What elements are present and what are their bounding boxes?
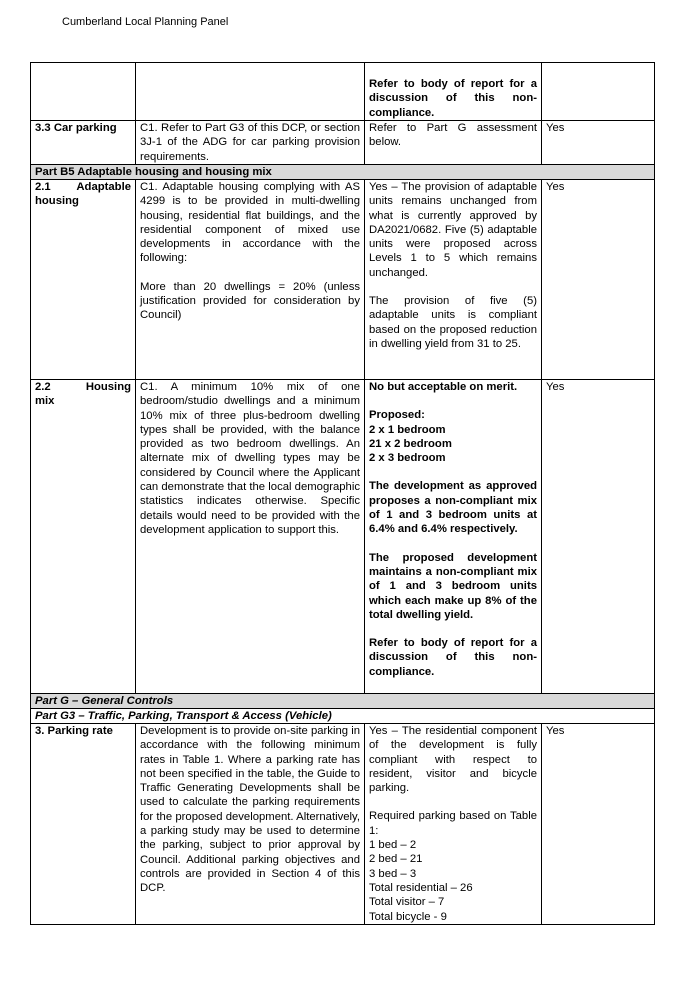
table-row [31,380,655,694]
complies-cell [542,380,655,694]
section-row [31,709,655,724]
requirement-text: Development is to provide on-site parking in accordance with the following minimum rates in Table 1. Where a parking rate has not been specified in the table, the Guide to Traffic Generating Developments shall be used to calculate the parking requirements for the proposed development. Alternatively, a parking study may be used to determine the parking, subject to prior approval by Council. Additional parking objectives and controls are provided in Section 4 of this DCP. [140,725,360,895]
complies-cell [542,121,655,165]
list-item: 2 x 3 bedroom [369,452,446,465]
section-row [31,165,655,180]
list-item: Total bicycle - 9 [369,910,447,923]
assessment-text: No but acceptable on merit. [369,381,518,393]
assessment-cell [365,121,542,165]
table-row [31,180,655,380]
assessment-cell [365,63,542,121]
requirement-text: C1. Refer to Part G3 of this DCP, or section 3J-1 of the ADG for car parking provision requirements. [140,122,360,163]
list-item: 1 bed – 2 [369,839,417,852]
requirement-text: C1. A minimum 10% mix of one bedroom/studio dwellings and a minimum 10% mix of three plus-bedroom dwelling types shall be provided, with the balance provided as two bedroom dwellings. An alternate mix of dwelling types may be considered by Council where the Applicant can demonstrate that the local demographic statistics indicates otherwise. Specific details would need to be provided with the development application to support this. [140,381,360,536]
control-cell: 2.2 Housing mix [31,380,136,694]
assessment-text: The development as approved proposes a non-compliant mix of 1 and 3 bedroom units at 6.4% and 6.4% respectively. [369,480,537,536]
control-cell: 2.1 Adaptable housing [31,180,136,380]
requirement-cell [136,380,365,694]
assessment-cell [365,724,542,925]
assessment-text: Yes – The residential component of the development is fully compliant with respect to resident, visitor and bicycle parking. [369,725,537,795]
table-row [31,63,655,121]
section-heading: Part G3 – Traffic, Parking, Transport & Access (Vehicle) [31,709,655,724]
complies-value: Yes [546,381,565,393]
list-item: Total residential – 26 [369,881,473,894]
requirement-cell [136,724,365,925]
list-item: Total visitor – 7 [369,896,445,909]
assessment-cell [365,380,542,694]
control-cell [31,121,136,165]
control-cell [31,724,136,925]
complies-cell [542,724,655,925]
assessment-text: The proposed development maintains a non-compliant mix of 1 and 3 bedroom units which each make up 8% of the total dwelling yield. [369,551,537,621]
control-label: 2.1 Adaptable [35,181,131,193]
control-cell [31,63,136,121]
complies-cell [542,63,655,121]
requirement-cell [136,121,365,165]
requirement-text: More than 20 dwellings = 20% (unless justification provided for consideration by Council) [140,280,360,322]
proposed-label: Proposed: [369,409,425,422]
compliance-table [30,62,655,925]
assessment-text: Required parking based on Table 1: [369,810,537,837]
requirement-text: C1. Adaptable housing complying with AS 4299 is to be provided in multi-dwelling housing, residential flat buildings, and the residential component of mixed use developments in accordance with the following: [140,181,360,265]
list-item: 2 bed – 21 [369,853,423,866]
section-row [31,694,655,709]
control-label: 3.3 Car parking [35,122,117,134]
control-label: 2.2 Housing [35,381,131,393]
complies-value: Yes [546,725,565,737]
table-row [31,724,655,925]
assessment-text: Yes – The provision of adaptable units remains unchanged from what is currently approved by DA2021/0682. Five (5) adaptable units were proposed across Levels 1 to 5 which remains unchanged. [369,181,537,279]
page-header: Cumberland Local Planning Panel [62,16,229,28]
assessment-text: The provision of five (5) adaptable units is compliant based on the proposed reduction in dwelling yield from 31 to 25. [369,295,537,350]
section-heading: Part B5 Adaptable housing and housing mix [31,165,655,180]
assessment-text: Refer to Part G assessment below. [369,122,537,149]
complies-value: Yes [546,181,565,193]
section-heading: Part G – General Controls [31,694,655,709]
assessment-text: Refer to body of report for a discussion of this non-compliance. [369,78,537,119]
list-item: 3 bed – 3 [369,867,417,880]
requirement-cell [136,180,365,380]
list-item: 2 x 1 bedroom [369,423,446,436]
control-label: 3. Parking rate [35,725,113,737]
list-item: 21 x 2 bedroom [369,437,452,450]
requirement-cell [136,63,365,121]
table-row [31,121,655,165]
assessment-text: Refer to body of report for a discussion of this non-compliance. [369,637,537,678]
assessment-cell [365,180,542,380]
complies-value: Yes [546,122,565,134]
complies-cell [542,180,655,380]
